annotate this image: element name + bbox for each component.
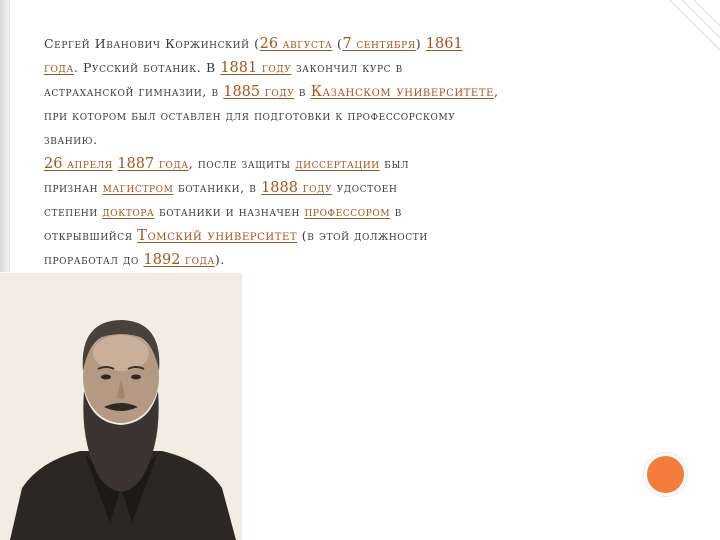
text-span: степени xyxy=(44,204,103,219)
text-span: в xyxy=(390,204,402,219)
text-span: проработал до xyxy=(44,252,144,267)
text-span: признан xyxy=(44,180,103,195)
text-line-9 xyxy=(44,224,604,248)
text-span: ) xyxy=(415,36,426,51)
text-line-1 xyxy=(44,32,604,56)
text-span: , xyxy=(494,84,499,99)
left-accent-bar xyxy=(0,0,9,272)
professor-link[interactable]: профессором xyxy=(304,204,391,219)
doctor-link[interactable]: доктора xyxy=(102,204,155,219)
text-span: ботаники, в xyxy=(173,180,262,195)
text-span: закончил курс в xyxy=(291,60,403,75)
text-line-2 xyxy=(44,56,604,80)
university-link[interactable]: Казанском университете xyxy=(310,84,495,100)
year-link[interactable]: году xyxy=(302,180,333,195)
text-span: , после защиты xyxy=(188,156,296,171)
date-link[interactable]: сентября xyxy=(356,36,416,51)
text-span: в xyxy=(294,84,311,99)
date-link[interactable]: апреля xyxy=(67,156,113,171)
date-link[interactable]: 26 xyxy=(44,156,68,172)
text-span: был xyxy=(379,156,410,171)
text-span: открывшийся xyxy=(44,228,138,243)
text-line-6 xyxy=(44,152,604,176)
year-link[interactable]: 1892 xyxy=(143,252,186,268)
year-link[interactable]: года xyxy=(185,252,215,267)
text-span: ). xyxy=(214,252,225,267)
biography-text xyxy=(44,32,604,272)
text-span: ботаники и назначен xyxy=(154,204,305,219)
text-span: . Русский ботаник. В xyxy=(73,60,221,75)
year-link[interactable]: 1861 xyxy=(425,36,463,52)
text-line-7 xyxy=(44,176,604,200)
year-link[interactable]: 1888 xyxy=(261,180,303,196)
text-line-8 xyxy=(44,200,604,224)
text-span: удостоен xyxy=(332,180,398,195)
year-link[interactable]: года xyxy=(44,60,74,75)
text-line-5: званию. xyxy=(44,132,98,147)
portrait-photo xyxy=(0,273,242,540)
dissertation-link[interactable]: диссертации xyxy=(295,156,380,171)
text-span: ( xyxy=(332,36,343,51)
year-link[interactable]: году xyxy=(261,60,292,75)
text-span: Сергей Иванович Коржинский ( xyxy=(44,36,260,51)
date-link[interactable]: 7 xyxy=(342,36,357,52)
date-link[interactable]: 26 xyxy=(259,36,283,52)
tomsk-university-link[interactable]: Томский университет xyxy=(137,228,298,244)
date-link[interactable]: августа xyxy=(282,36,333,51)
text-span: (в этой должности xyxy=(297,228,428,243)
year-link[interactable]: 1887 xyxy=(117,156,159,172)
master-link[interactable]: магистром xyxy=(102,180,174,195)
text-line-4: при котором был оставлен для подготовки к профессорскому xyxy=(44,108,456,123)
year-link[interactable]: году xyxy=(264,84,295,99)
text-span: астраханской гимназии, в xyxy=(44,84,224,99)
accent-circle xyxy=(644,453,687,496)
corner-decoration xyxy=(660,0,720,60)
text-line-10 xyxy=(44,248,604,272)
year-link[interactable]: 1885 xyxy=(223,84,265,100)
text-line-3 xyxy=(44,80,604,104)
year-link[interactable]: года xyxy=(158,156,189,171)
year-link[interactable]: 1881 xyxy=(220,60,262,76)
